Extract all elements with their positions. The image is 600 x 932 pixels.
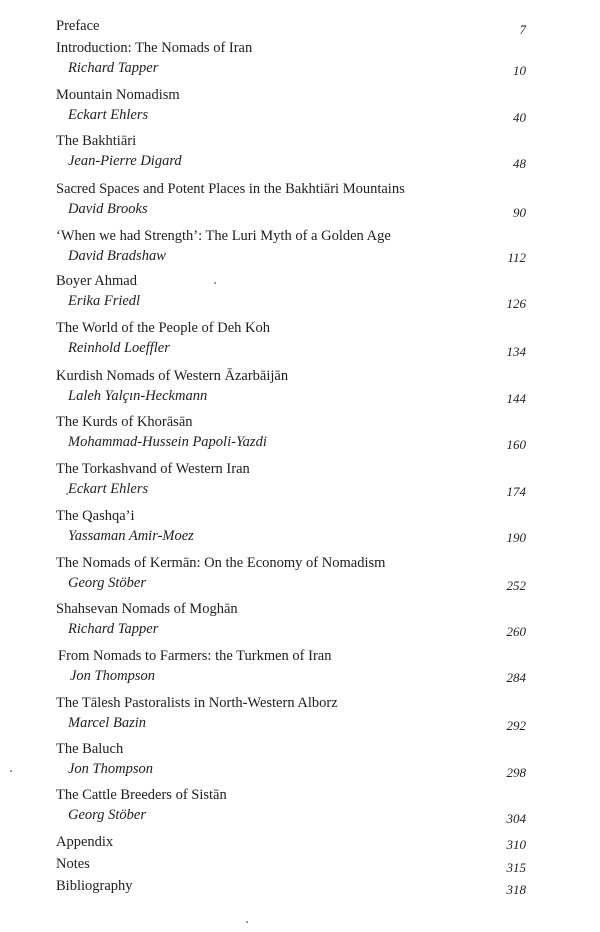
toc-entry: [56, 599, 526, 639]
toc-page-number: 144: [506, 391, 526, 406]
toc-entry-title: ‘When we had Strength’: The Luri Myth of a Golden Age: [56, 228, 391, 244]
toc-entry-title: The Nomads of Kermān: On the Economy of Nomadism: [56, 555, 386, 571]
toc-entry-author: Jean-Pierre Digard: [68, 153, 182, 169]
toc-page-number: 260: [506, 624, 526, 639]
toc-entry-title: Preface: [56, 18, 100, 34]
toc-page-number: 10: [513, 63, 526, 78]
scan-speck: [10, 770, 12, 772]
toc-entry-title: The Tālesh Pastoralists in North-Western Alborz: [56, 695, 338, 711]
toc-entry-author: Marcel Bazin: [68, 715, 146, 731]
toc-page-number: 126: [506, 296, 526, 311]
toc-entry-title: The Kurds of Khorāsān: [56, 414, 193, 430]
toc-entry-author: David Bradshaw: [68, 248, 166, 264]
toc-entry-author: Jon Thompson: [68, 761, 153, 777]
toc-entry-title: The Torkashvand of Western Iran: [56, 461, 250, 477]
toc-entry-author: Erika Friedl: [68, 293, 141, 309]
scan-speck: [214, 282, 216, 284]
toc-page-number: 7: [519, 22, 526, 37]
toc-entry-author: Mohammad-Hussein Papoli-Yazdi: [68, 434, 267, 450]
toc-entry-title: From Nomads to Farmers: the Turkmen of Iran: [58, 648, 332, 664]
toc-entry: [56, 179, 526, 219]
toc-page-number: 310: [506, 837, 526, 852]
toc-entry: [56, 693, 526, 733]
toc-entry-title: The World of the People of Deh Koh: [56, 320, 271, 336]
toc-entry-title: Notes: [56, 856, 90, 872]
toc-entry-title: Shahsevan Nomads of Moghān: [56, 601, 238, 617]
toc-entry: [56, 785, 526, 825]
toc-page-number: 315: [506, 860, 526, 875]
toc-page-number: 90: [513, 205, 526, 220]
toc-page-number: 284: [506, 670, 526, 685]
toc-entry-title: Mountain Nomadism: [56, 87, 180, 103]
toc-page-number: 112: [507, 250, 526, 265]
toc-entry-title: Bibliography: [56, 878, 133, 894]
toc-entry-author: Laleh Yalçın-Heckmann: [68, 388, 208, 404]
toc-entry: [56, 506, 526, 546]
toc-entry: [56, 16, 526, 36]
scan-speck: [246, 921, 248, 923]
toc-page-number: 304: [506, 811, 526, 826]
toc-page-number: 292: [506, 718, 526, 733]
toc-entry-title: Kurdish Nomads of Western Āzarbāijān: [56, 368, 289, 384]
toc-entry-title: The Bakhtiāri: [56, 133, 137, 149]
toc-entry-title: Appendix: [56, 834, 114, 850]
toc-entry: [56, 459, 526, 499]
toc-entry: [56, 876, 526, 896]
toc-entry: [56, 412, 526, 452]
toc-entry: [56, 271, 526, 311]
toc-entry: [56, 131, 526, 171]
toc-entry: [58, 646, 528, 686]
toc-entry-author: Eckart Ehlers: [68, 107, 149, 123]
toc-entry: [56, 85, 526, 125]
toc-entry-title: The Cattle Breeders of Sistān: [56, 787, 227, 803]
toc-entry-author: Reinhold Loeffler: [68, 340, 170, 356]
toc-entry-title: The Qashqa’i: [56, 508, 135, 524]
toc-entry-title: Sacred Spaces and Potent Places in the Bakhtiāri Mountains: [56, 181, 405, 197]
toc-entry: [56, 318, 526, 358]
toc-entry: [56, 38, 526, 78]
toc-entry: [56, 366, 526, 406]
toc-page-number: 40: [513, 110, 526, 125]
toc-page-number: 318: [506, 882, 526, 897]
toc-entry: [56, 553, 526, 593]
toc-page-number: 160: [506, 437, 526, 452]
toc-entry-author: Richard Tapper: [68, 621, 159, 637]
toc-entry-author: Yassaman Amir-Moez: [68, 528, 194, 544]
toc-entry: [56, 854, 526, 874]
toc-entry-title: Introduction: The Nomads of Iran: [56, 40, 253, 56]
toc-page-number: 298: [506, 765, 526, 780]
toc-entry-title: Boyer Ahmad: [56, 273, 137, 289]
toc-entry-author: Richard Tapper: [68, 60, 159, 76]
toc-entry-author: David Brooks: [68, 201, 148, 217]
toc-page-number: 134: [506, 344, 526, 359]
toc-entry: [56, 226, 526, 266]
scan-speck: [66, 493, 68, 495]
toc-page-number: 174: [506, 484, 526, 499]
toc-entry: [56, 739, 526, 779]
toc-entry: [56, 832, 526, 852]
toc-page-number: 190: [506, 530, 526, 545]
toc-entry-author: Georg Stöber: [68, 807, 146, 823]
toc-entry-author: Eckart Ehlers: [68, 481, 149, 497]
toc-page-number: 252: [506, 578, 526, 593]
toc-entry-title: The Baluch: [56, 741, 124, 757]
toc-page-number: 48: [513, 156, 526, 171]
toc-entry-author: Jon Thompson: [70, 668, 155, 684]
toc-entry-author: Georg Stöber: [68, 575, 146, 591]
